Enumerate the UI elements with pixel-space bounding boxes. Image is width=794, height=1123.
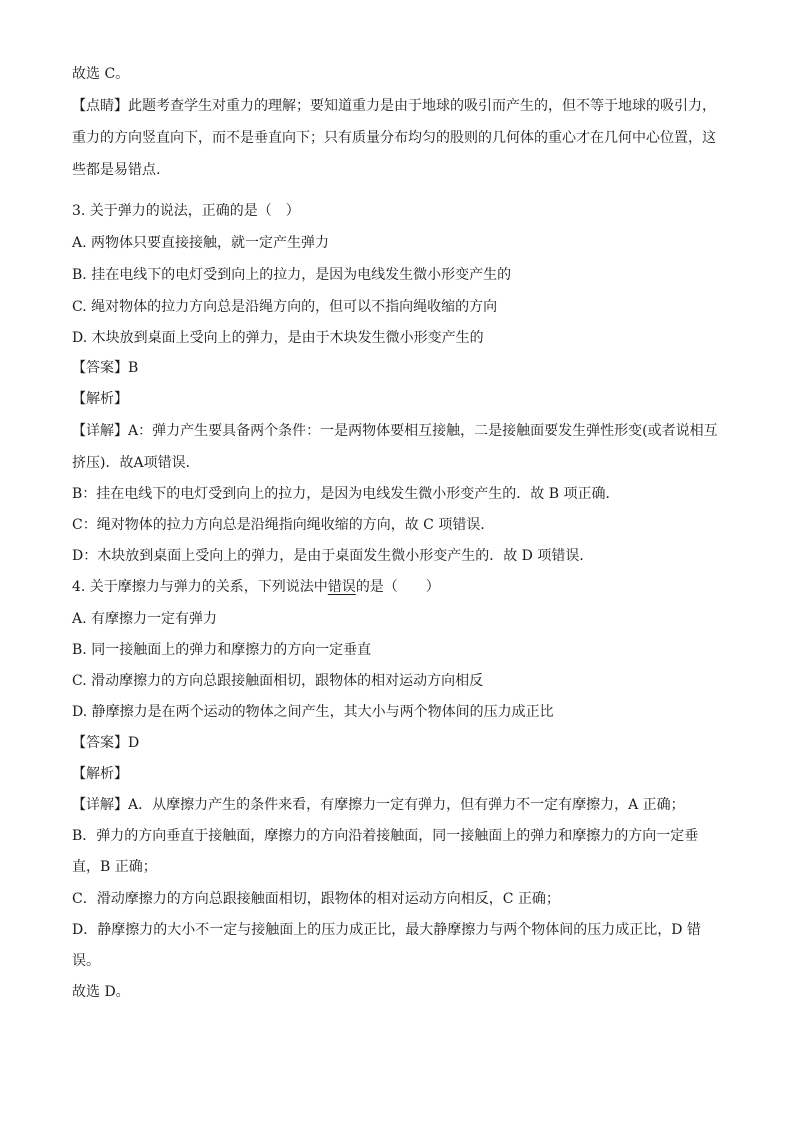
question-3-detail-line-3: B：挂在电线下的电灯受到向上的拉力，是因为电线发生微小形变产生的．故 B 项正确． <box>72 486 620 502</box>
question-4-detail-line-2: B．弹力的方向垂直于接触面，摩擦力的方向沿着接触面，同一接触面上的弹力和摩擦力的方向一定垂 <box>72 828 699 844</box>
question-4-option-d: D. 静摩擦力是在两个运动的物体之间产生，其大小与两个物体间的压力成正比 <box>72 704 554 720</box>
question-3-option-d: D. 木块放到桌面上受向上的弹力，是由于木块发生微小形变产生的 <box>72 330 484 346</box>
question-4-option-b: B. 同一接触面上的弹力和摩擦力的方向一定垂直 <box>72 642 372 658</box>
stem-suffix: 的是（ ） <box>355 579 440 595</box>
detail-tag: 【详解】 <box>72 423 128 439</box>
question-4-detail-line-1 <box>72 795 732 815</box>
question-4-analysis-tag: 【解析】 <box>72 766 128 782</box>
comment-paragraph-line-3: 些都是易错点. <box>72 162 161 178</box>
stem-prefix: 4. 关于摩擦力与弹力的关系，下列说法中 <box>72 579 328 595</box>
question-4-option-c: C. 滑动摩擦力的方向总跟接触面相切，跟物体的相对运动方向相反 <box>72 673 484 689</box>
comment-text: 此题考查学生对重力的理解；要知道重力是由于地球的吸引而产生的，但不等于地球的吸引力， <box>128 98 716 114</box>
detail-text: A：弹力产生要具备两个条件：一是两物体要相互接触，二是接触面要发生弹性形变(或者说相互 <box>128 423 718 439</box>
answer-value: D <box>128 735 140 751</box>
question-3-detail-line-5: D：木块放到桌面上受向上的弹力，是由于桌面发生微小形变产生的．故 D 项错误． <box>72 548 594 564</box>
question-3-detail-line-4: C：绳对物体的拉力方向总是沿绳指向绳收缩的方向，故 C 项错误． <box>72 517 495 533</box>
question-4-stem <box>72 577 732 597</box>
question-4-answer <box>72 733 732 753</box>
question-3-option-c: C. 绳对物体的拉力方向总是沿绳方向的，但可以不指向绳收缩的方向 <box>72 299 498 315</box>
comment-paragraph-line-2: 重力的方向竖直向下，而不是垂直向下；只有质量分布均匀的股则的几何体的重心才在几何中心位置，这 <box>72 130 716 146</box>
stem-emphasis: 错误 <box>327 579 356 595</box>
question-4-conclusion: 故选 D。 <box>72 984 130 1000</box>
question-4-detail-line-5: D．静摩擦力的大小不一定与接触面上的压力成正比，最大静摩擦力与两个物体间的压力成正比，D 错 <box>72 922 701 938</box>
question-3-stem: 3. 关于弹力的说法，正确的是（ ） <box>72 203 300 219</box>
question-3-option-a: A. 两物体只要直接接触，就一定产生弹力 <box>72 235 330 251</box>
comment-paragraph-line-1 <box>72 96 732 116</box>
answer-tag: 【答案】 <box>72 735 128 751</box>
detail-tag: 【详解】 <box>72 797 128 813</box>
question-3-answer <box>72 358 732 378</box>
question-4-detail-line-4: C．滑动摩擦力的方向总跟接触面相切，跟物体的相对运动方向相反，C 正确； <box>72 891 560 907</box>
question-4-detail-line-3: 直，B 正确； <box>72 859 157 875</box>
question-4-option-a: A. 有摩擦力一定有弹力 <box>72 611 218 627</box>
question-3-analysis-tag: 【解析】 <box>72 391 128 407</box>
answer-tag: 【答案】 <box>72 360 128 376</box>
question-4-detail-line-6: 误。 <box>72 953 100 969</box>
question-3-detail-line-1 <box>72 421 732 441</box>
detail-text: A．从摩擦力产生的条件来看，有摩擦力一定有弹力，但有弹力不一定有摩擦力，A 正确； <box>128 797 685 813</box>
question-3-detail-line-2: 挤压)．故A项错误． <box>72 455 200 471</box>
previous-conclusion: 故选 C。 <box>72 66 130 82</box>
comment-tag: 【点睛】 <box>72 98 128 114</box>
answer-value: B <box>128 360 139 376</box>
question-3-option-b: B. 挂在电线下的电灯受到向上的拉力，是因为电线发生微小形变产生的 <box>72 267 512 283</box>
